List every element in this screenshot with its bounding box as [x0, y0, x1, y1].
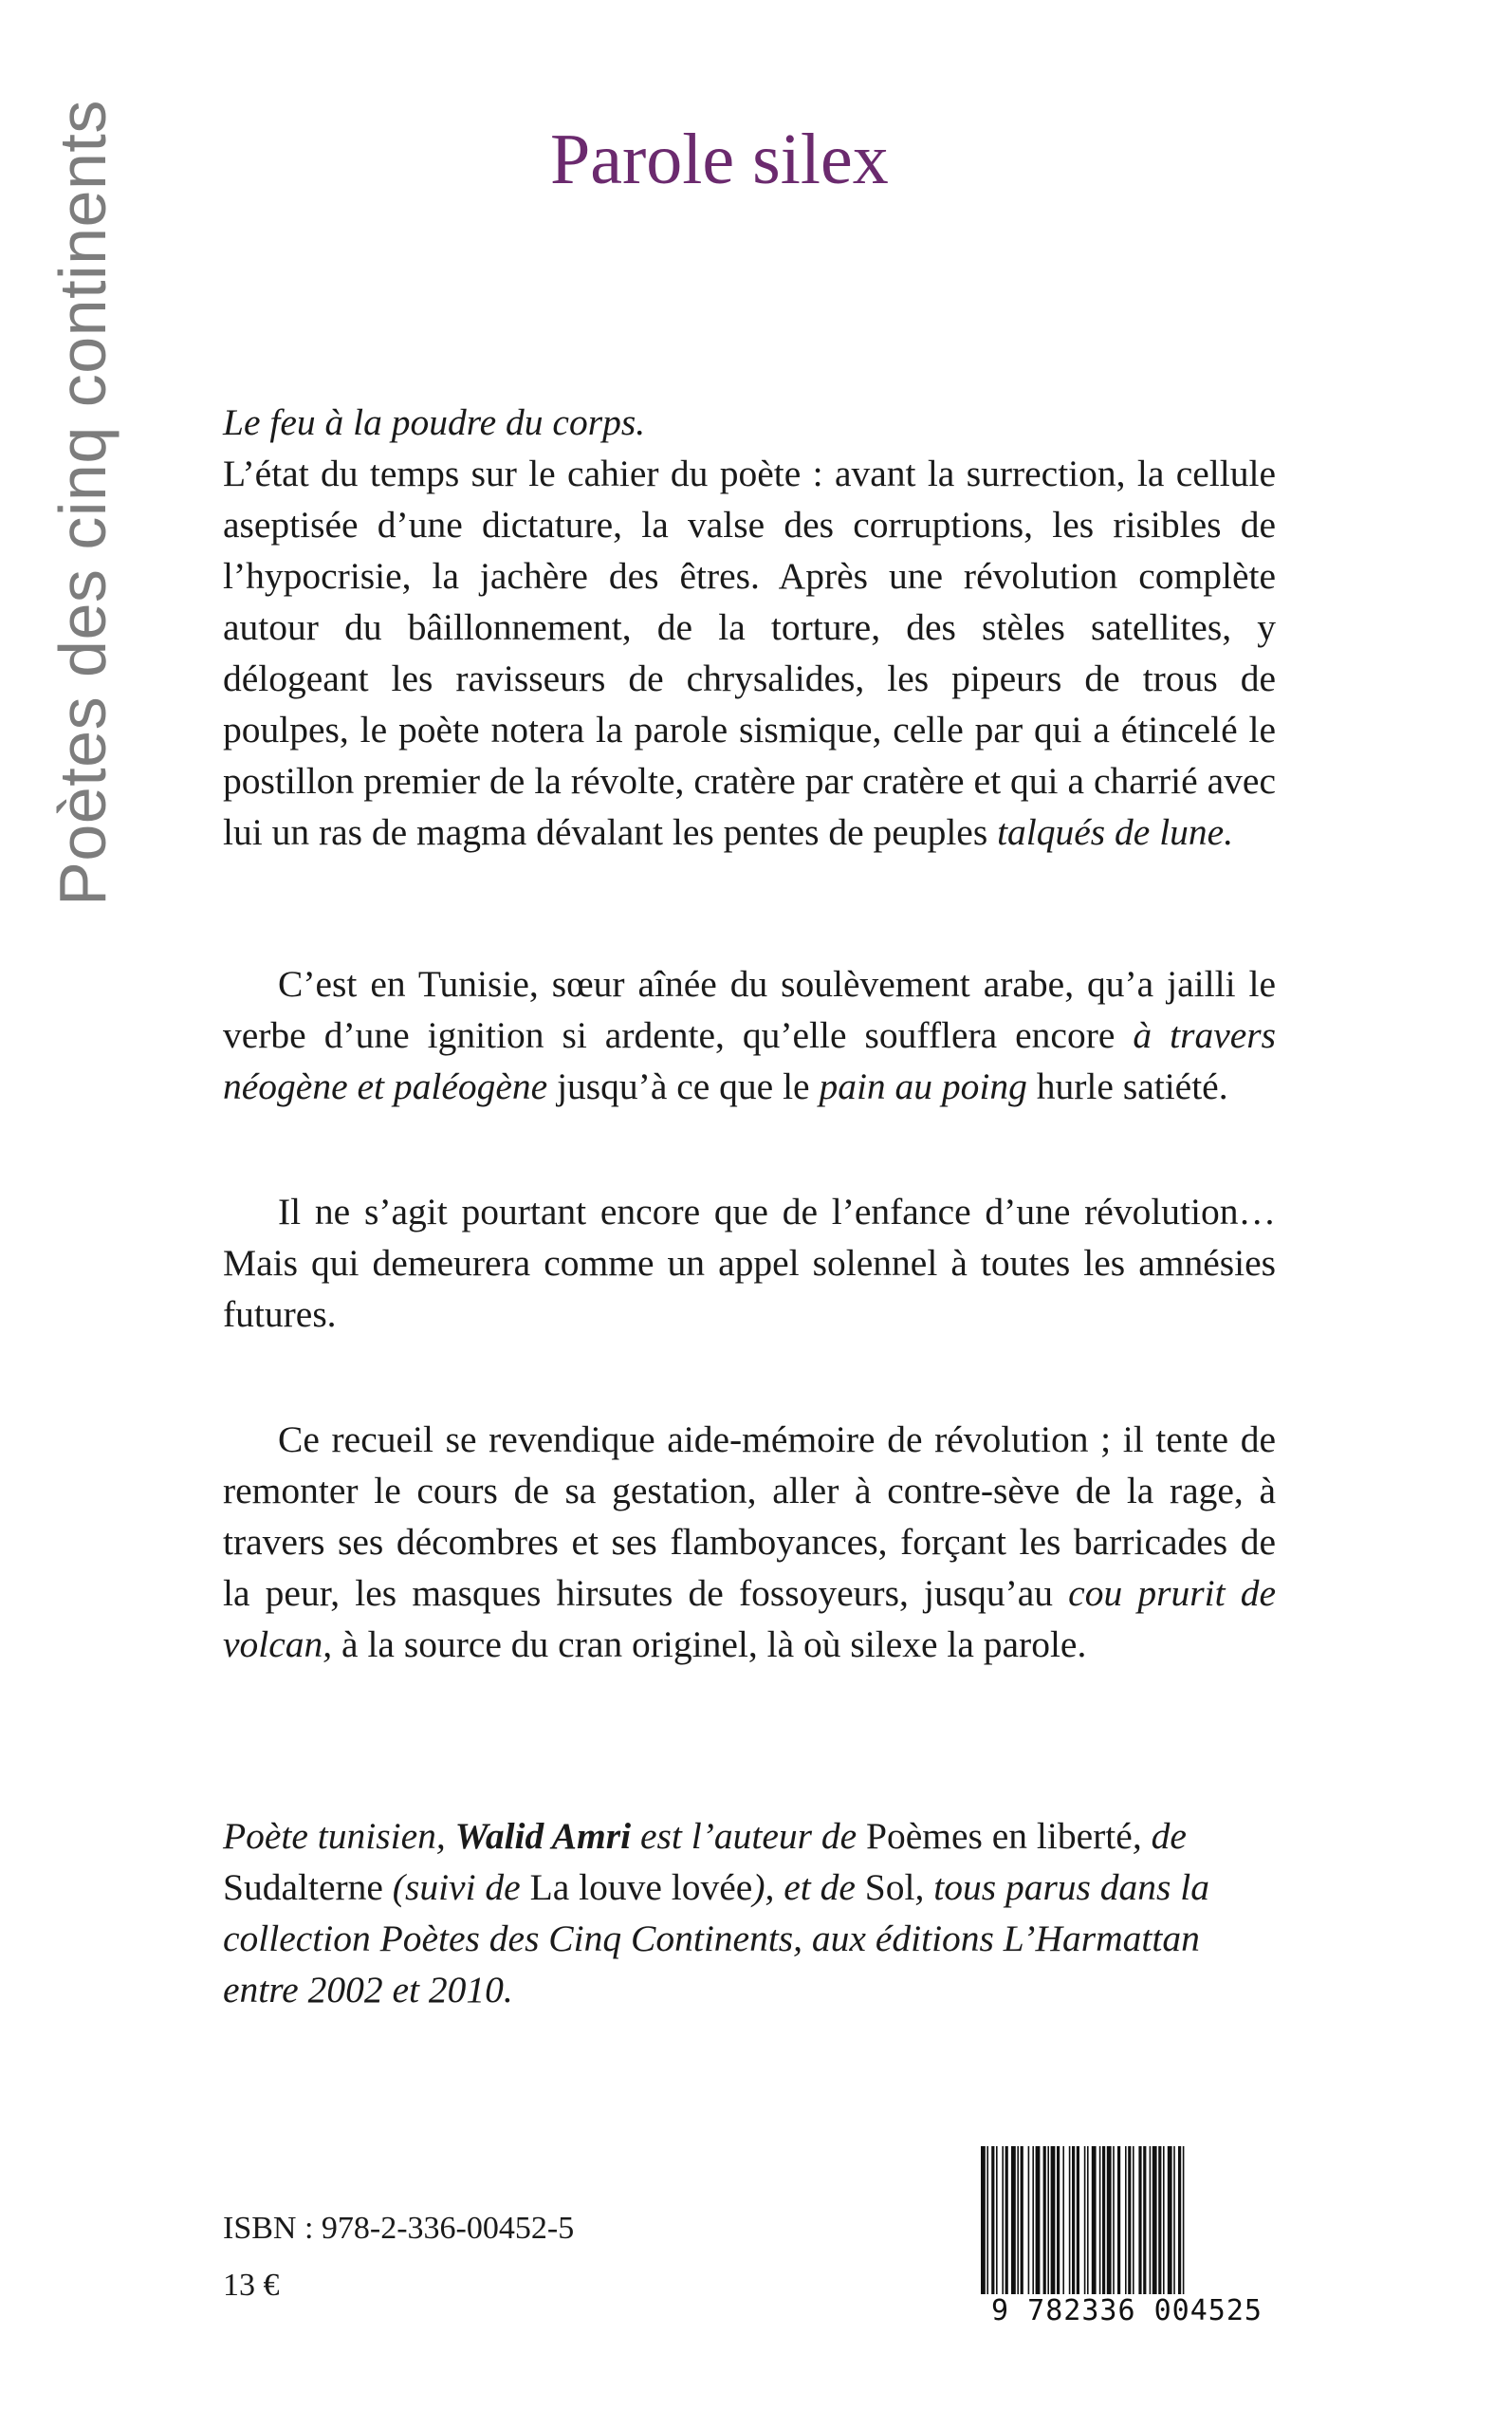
barcode-bar [1087, 2146, 1089, 2307]
blurb-epigraph: Le feu à la poudre du corps. [223, 401, 646, 443]
blurb-text: Ce recueil se revendique aide-mémoire de révolution ; il tente de remonter le cours de sa gestation, aller à contre-sève de la rage, à travers ses décombres et ses flamboyances, forçant les barricades de la peur, les masques hirsutes de fossoyeurs, jusqu’au [223, 1418, 1276, 1614]
blurb-italic-text: cou prurit de volcan, [223, 1572, 1276, 1665]
barcode-bar [1125, 2146, 1127, 2307]
barcode-bar [1043, 2146, 1046, 2307]
series-name: Poètes des cinq continents [46, 100, 120, 906]
book-title-3: La louve lovée [529, 1866, 753, 1908]
barcode-bars [977, 2146, 1277, 2307]
blurb-text: Il ne s’agit pourtant encore que de l’enfance d’une révolution… Mais qui demeurera comme un appel solennel à toutes les amnésies futures. [223, 1191, 1276, 1335]
barcode-bar [1138, 2146, 1141, 2307]
barcode-bar [1032, 2146, 1034, 2307]
barcode-bar [1158, 2146, 1161, 2307]
barcode-bar [1036, 2146, 1041, 2307]
barcode-bar [1051, 2146, 1056, 2307]
barcode-bar [1069, 2146, 1071, 2307]
barcode-bar [1002, 2146, 1004, 2307]
barcode-bar [1143, 2146, 1146, 2307]
blurb-text: jusqu’à ce que le [547, 1066, 820, 1107]
barcode-bar [1107, 2146, 1112, 2307]
barcode-bar [1178, 2146, 1181, 2307]
blurb-text: C’est en Tunisie, sœur aînée du soulèvement arabe, qu’a jailli le verbe d’une ignition si ardente, qu’elle soufflera encore [223, 963, 1276, 1056]
barcode-bar [1011, 2146, 1016, 2307]
blurb-paragraph-1 [223, 397, 1276, 858]
author-bio [223, 1810, 1276, 2015]
blurb-text: à la source du cran originel, là où silexe la parole. [332, 1623, 1087, 1665]
barcode-bar [1152, 2146, 1157, 2307]
bio-text: ), et de [752, 1866, 865, 1908]
blurb-paragraph-4 [223, 1414, 1276, 1670]
barcode-bar [1072, 2146, 1075, 2307]
barcode-bar [1099, 2146, 1101, 2307]
barcode-bar [986, 2146, 988, 2307]
barcode-bar [1150, 2146, 1152, 2307]
blurb-italic-text: à travers néogène et paléogène [223, 1014, 1277, 1107]
bio-text: , de [1132, 1815, 1187, 1857]
barcode-bar [1057, 2146, 1060, 2307]
barcode-bar [1168, 2146, 1172, 2307]
barcode-bar [1047, 2146, 1049, 2307]
book-title-4: Sol [864, 1866, 915, 1908]
barcode-bar [991, 2146, 994, 2307]
barcode-bar [996, 2146, 998, 2307]
barcode-bar [1062, 2146, 1064, 2307]
barcode-bar [1163, 2146, 1165, 2307]
blurb-italic-text: talqués de lune. [997, 811, 1234, 853]
isbn: ISBN : 978-2-336-00452-5 [223, 2211, 575, 2246]
blurb-text: hurle satiété. [1026, 1066, 1228, 1107]
series-spine-label [40, 100, 125, 906]
barcode-digits: 9 782336 004525 [977, 2294, 1277, 2327]
blurb-paragraph-3 [223, 1186, 1276, 1340]
bio-text: , tous parus dans la collection Poètes des Cinq Continents, aux éditions L’Harmattan entre 2002 et 2010. [223, 1866, 1210, 2011]
blurb-text: L’état du temps sur le cahier du poète : avant la surrection, la cellule aseptisée d’une dictature, la valse des corruptions, les risibles de l’hypocrisie, la jachère des êtres. Après une révolution complète autour du bâillonnement, de la torture, des stèles satellites, y délogeant les ravisseurs de chrysalides, les pipeurs de trous de poulpes, le poète notera la parole sismique, celle par qui a étincelé le postillon premier de la révolte, cratère par cratère et qui a charrié avec lui un ras de magma dévalant les pentes de peuples [223, 453, 1276, 853]
barcode-bar [1173, 2146, 1175, 2307]
barcode-bar [1128, 2146, 1131, 2307]
blurb-paragraph-2 [223, 958, 1276, 1112]
book-title-1: Poèmes en liberté [866, 1815, 1133, 1857]
barcode-bar [1117, 2146, 1120, 2307]
barcode-bar [1092, 2146, 1097, 2307]
bio-text: Poète tunisien, [223, 1815, 455, 1857]
bio-text: (suivi de [382, 1866, 530, 1908]
barcode-bar [981, 2146, 986, 2307]
bio-text: est l’auteur de [631, 1815, 867, 1857]
barcode-bar [1028, 2146, 1030, 2307]
barcode-bar [1133, 2146, 1134, 2307]
price: 13 € [223, 2268, 280, 2303]
blurb-italic-text: pain au poing [819, 1066, 1027, 1107]
barcode-bar [1017, 2146, 1019, 2307]
barcode-bar [1077, 2146, 1079, 2307]
barcode-bar [1084, 2146, 1086, 2307]
barcode-bar [1183, 2146, 1185, 2307]
barcode-bar [1102, 2146, 1105, 2307]
book-title: Parole silex [550, 120, 889, 199]
barcode-bar [1021, 2146, 1023, 2307]
barcode-bar [1113, 2146, 1115, 2307]
book-title-2: Sudalterne [223, 1866, 383, 1908]
barcode-bar [1005, 2146, 1008, 2307]
author-name: Walid Amri [454, 1815, 632, 1857]
barcode [977, 2146, 1277, 2328]
